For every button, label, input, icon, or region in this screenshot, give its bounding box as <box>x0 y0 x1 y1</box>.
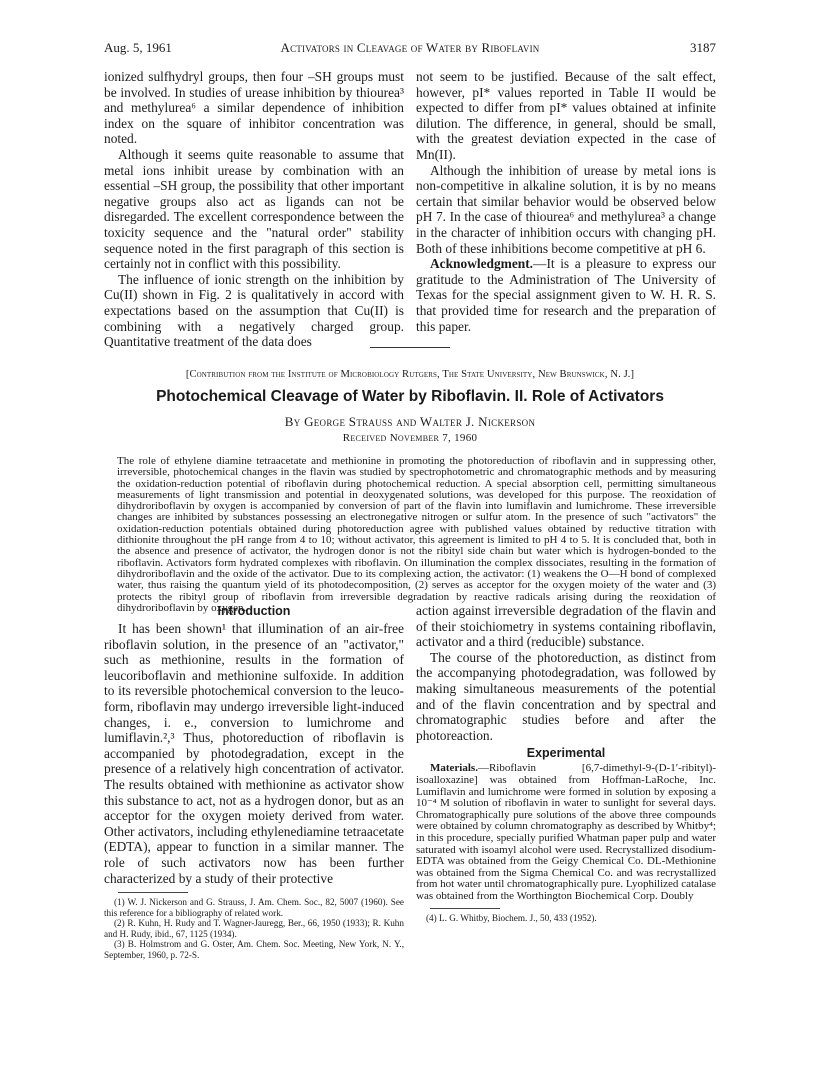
section-divider <box>370 347 450 348</box>
header-page-number: 3187 <box>690 40 716 55</box>
materials-paragraph <box>416 763 716 902</box>
received-date: Received November 7, 1960 <box>342 432 478 444</box>
footnote: (3) B. Holmstrom and G. Oster, Am. Chem. Soc. Meeting, New York, N. Y., September, 1960, p. 72-S. <box>104 939 404 960</box>
article-title: Photochemical Cleavage of Water by Riboflavin. II. Role of Activators <box>156 388 664 405</box>
footnotes <box>104 897 404 960</box>
previous-article-right-column <box>416 69 716 334</box>
acknowledgment <box>416 256 716 334</box>
experimental-column <box>416 603 716 924</box>
materials-text: —Riboflavin [6,7-dimethyl-9-(D-1′-ribityl)-isoalloxazine] was obtained from Hoffman-LaRoche, Inc. Lumiflavin and lumichrome were formed in solution by exposing a 10⁻⁴ M solution of riboflavin in water to sunlight for several days. Chromatographically pure solutions of the above three compounds were obtained by column chromatography as described by Whitby⁴; in this procedure, specially purified Whatman paper pulp and water saturated with isoamyl alcohol were used. Recrystallized disodium-EDTA was obtained from the Geigy Chemical Co. DL-Methionine was obtained from the Sigma Chemical Co. and was recrystallized from hot water until chromatographically pure. Lyophilized catalase was obtained from the Worthington Biochemical Corp. Doubly <box>416 762 716 902</box>
footnote-divider <box>430 908 500 909</box>
paragraph: ionized sulfhydryl groups, then four –SH groups must be involved. In studies of urease inhibition by thiourea³ and methylurea⁶ a similar dependence of inhibition index on the square of inhibitor concentration was noted. <box>104 69 404 147</box>
paragraph: not seem to be justified. Because of the salt effect, however, pI* values reported in Table II would be expected to differ from pI* values obtained at infinite dilution. The difference, in general, should be small, with the greatest deviation expected in the case of Mn(II). <box>416 69 716 162</box>
header-running-title: Activators in Cleavage of Water by Riboflavin <box>280 40 540 55</box>
footnote: (1) W. J. Nickerson and G. Strauss, J. Am. Chem. Soc., 82, 5007 (1960). See this reference for a bibliography of related work. <box>104 897 404 918</box>
abstract: The role of ethylene diamine tetraacetate and methionine in promoting the photoreduction of riboflavin and in suppressing other, irreversible, photochemical changes in the flavin was studied by spectrophotometric and chromatographic methods and by measuring the oxidation-reduction potential of riboflavin during photochemical reduction. A special absorption cell, permitting simultaneous measurements of light transmission and potential in deoxygenated solutions, was developed for this purpose. The reoxidation of dihydroriboflavin by oxygen is accompanied by conversion of part of the flavin into lumiflavin and lumichrome. These irreversible changes are inhibited by substances possessing an electronegative nitrogen or sulfur atom. In the presence of such "activators" the oxidation-reduction potentials obtained during photoreduction agree with published values obtained by reductive titration with dithionite throughout the pH range from 4 to 10; without activator, this agreement is limited to pH 4 to 5. It is concluded that, both in the absence and presence of activator, the hydrogen donor is not the ribityl side chain but water which is hydrogen-bonded to the riboflavin. Activators form hydrated complexes with riboflavin. On illumination the complex dissociates, resulting in the formation of dihydroriboflavin and the oxide of the activator. Due to its complexing action, the activator: (1) weakens the O—H bond of complexed water, thus raising the quantum yield of its photodecomposition, (2) serves as acceptor for the oxygen moiety of the water and (3) protects the ribityl group of riboflavin from irreversible degradation by reactive radicals arising during the reoxidation of dihydroriboflavin by oxygen. <box>117 455 716 614</box>
acknowledgment-text: —It is a pleasure to express our gratitude to the Administration of The University of Texas for the special assignment given to W. H. R. S. that provided time for research and the preparation of this paper. <box>416 256 716 334</box>
page-header <box>104 40 716 60</box>
paragraph: It has been shown¹ that illumination of an air-free riboflavin solution, in the presence of an "activator," such as methionine, results in the formation of leucoriboflavin and methionine sulfoxide. In addition to its reversible photochemical conversion to the leuco-form, riboflavin may undergo irreversible light-induced changes, i. e., conversion to lumichrome and lumiflavin.²,³ Thus, photoreduction of riboflavin is accompanied by photodegradation, except in the presence of a relatively high concentration of activator. The results obtained with methionine as activator show this substance to act, not as a hydrogen donor, but as an acceptor for the oxygen moiety derived from water. Other activators, including ethylenediamine tetraacetate (EDTA), appear to function in a similar manner. The role of such activators now has been further characterized by a study of their protective <box>104 621 404 886</box>
footnote: (2) R. Kuhn, H. Rudy and T. Wagner-Jauregg, Ber., 66, 1950 (1933); R. Kuhn and H. Rudy, ibid., 67, 1125 (1934). <box>104 918 404 939</box>
header-date: Aug. 5, 1961 <box>104 40 172 55</box>
experimental-heading: Experimental <box>526 746 606 761</box>
paragraph: Although the inhibition of urease by metal ions is non-competitive in alkaline solution, it is by no means certain that similar behavior would be observed below pH 7. In the case of thiourea⁶ and methylurea³ a change in the character of inhibition occurs with changing pH. Both of these inhibitions become competitive at pH 6. <box>416 162 716 256</box>
footnotes <box>416 913 716 924</box>
introduction-column <box>104 603 404 960</box>
footnote-divider <box>118 892 188 893</box>
paragraph: The course of the photoreduction, as distinct from the accompanying photodegradation, was followed by making simultaneous measurements of the potential and of the flavin concentration and by spectral and chromatographic studies before and after the photoreaction. <box>416 649 716 743</box>
introduction-heading: Introduction <box>217 604 291 618</box>
paragraph: action against irreversible degradation of the flavin and of their stoichiometry in systems containing riboflavin, activator and a third (reducible) substance. <box>416 603 716 650</box>
contribution-line: [Contribution from the Institute of Microbiology Rutgers, The State University, New Brunswick, N. J.] <box>185 369 635 380</box>
paragraph: Although it seems quite reasonable to assume that metal ions inhibit urease by combination with an essential –SH group, the possibility that other important negative groups also act as ligands can not be disregarded. The excellent correspondence between the toxicity sequence and the "natural order" stability sequence noted in the first paragraph of this section is certainly not in conflict with this possibility. <box>104 146 404 272</box>
acknowledgment-label: Acknowledgment. <box>430 256 534 272</box>
paragraph: The influence of ionic strength on the inhibition by Cu(II) shown in Fig. 2 is qualitatively in accord with expectations based on the assumption that Cu(II) is combining with a negatively charged group. Quantitative treatment of the data does <box>104 271 404 350</box>
footnote: (4) L. G. Whitby, Biochem. J., 50, 433 (1952). <box>426 913 597 924</box>
materials-label: Materials. <box>430 762 478 775</box>
previous-article-left-column <box>104 69 404 350</box>
article-authors: By George Strauss and Walter J. Nickerson <box>284 414 536 429</box>
